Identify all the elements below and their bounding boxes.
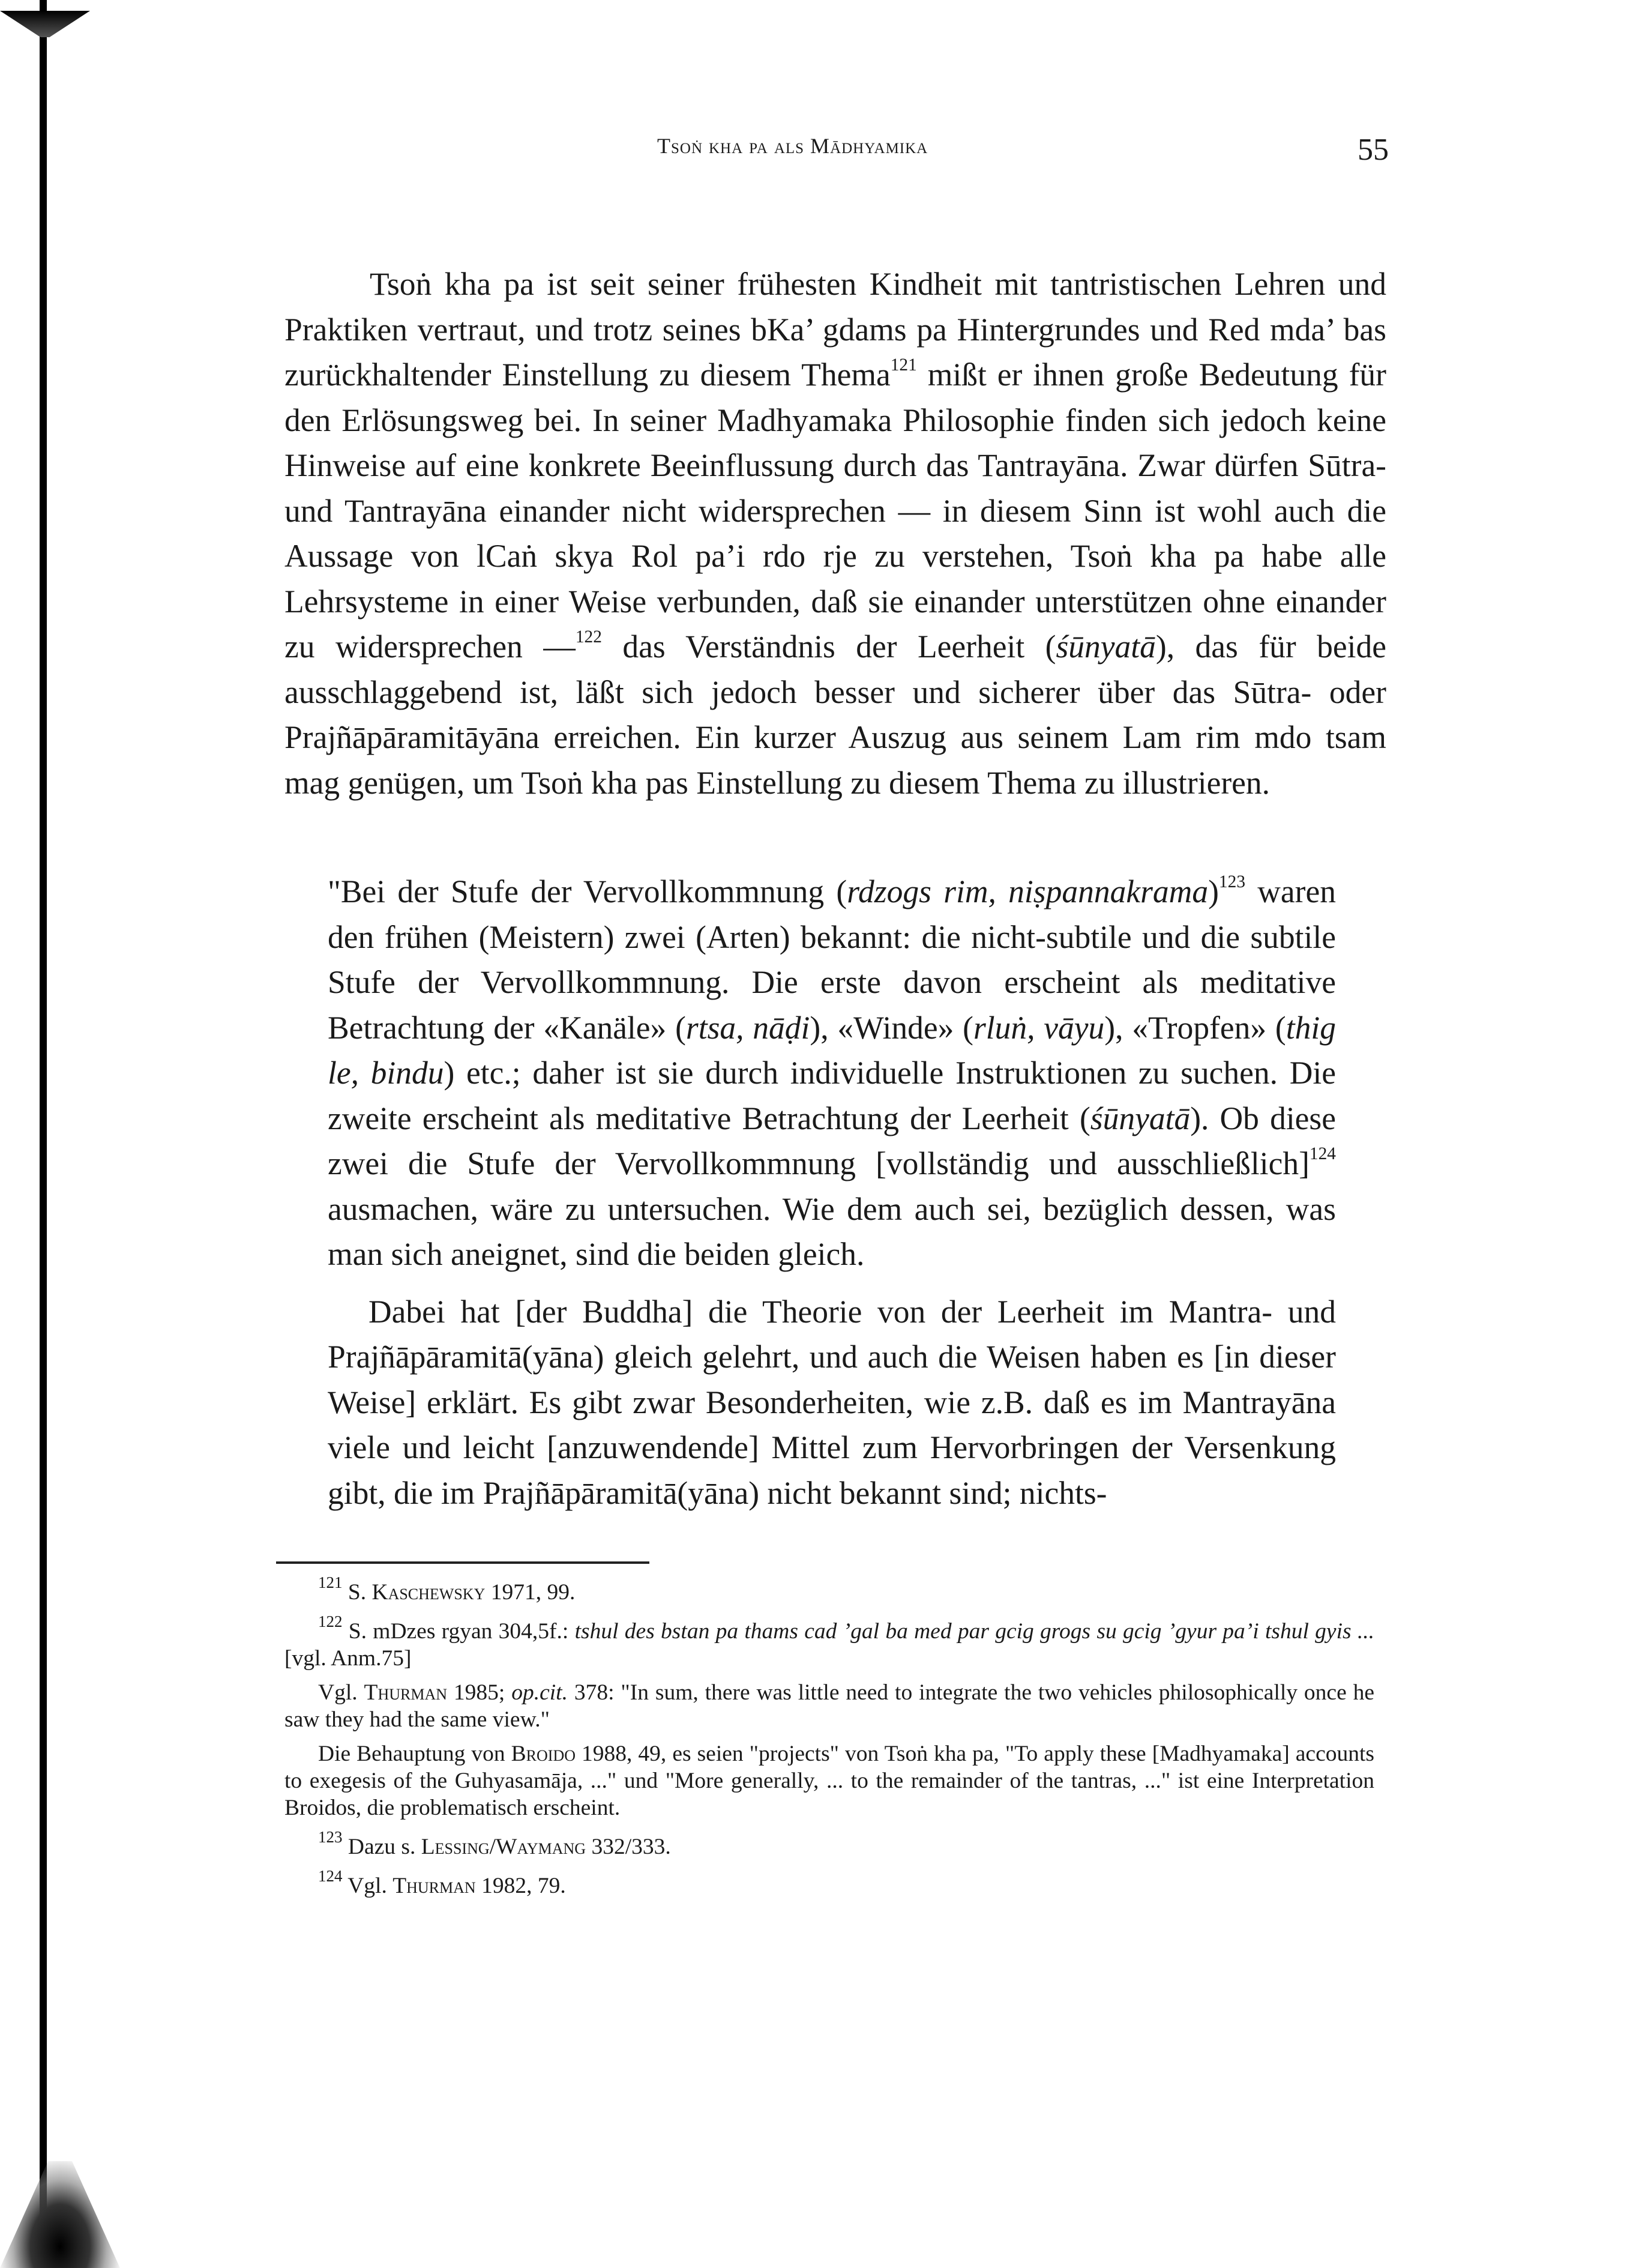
footnotes	[284, 1573, 1375, 1899]
spine-bottom-mark	[0, 2161, 120, 2268]
main-paragraph	[284, 262, 1386, 806]
footnote-123: $^{123}$ Dazu s. Lessing/Waymang 332/333.	[318, 1828, 671, 1859]
quote-paragraph-2: Dabei hat [der Buddha] die Theorie von der Leerheit im Mantra- und Prajñāpāramitā(yāna) gleich gelehrt, und auch die Weisen haben es [in dieser Weise] erklärt. Es gibt zwar Besonderheiten, wie z.B. daß es im Mantrayāna viele und leicht [anzuwendende] Mittel zum Hervorbringen der Versenkung gibt, die im Prajñāpāramitā(yāna) nicht bekannt sind; nichts-	[328, 1293, 1336, 1511]
book-spine-edge	[40, 0, 47, 2268]
page-number: 55	[1358, 133, 1389, 167]
footnote-121: $^{121}$ S. Kaschewsky 1971, 99.	[318, 1573, 576, 1605]
footnote-ref-124[interactable]: 124	[1309, 1144, 1336, 1163]
spine-top-mark	[0, 11, 90, 37]
paragraph-1: Tsoṅ kha pa ist seit seiner frühesten Kindheit mit tantristischen Lehren und Praktiken vertraut, und trotz seines bKa’ gdams pa Hintergrundes und Red mda’ bas zurückhaltender Einstellung zu diesem Thema$^{121}$ mißt er ihnen große Bedeutung für den Erlösungsweg bei. In seiner Madhyamaka Philosophie finden sich jedoch keine Hinweise auf eine konkrete Beeinflussung durch das Tantrayāna. Zwar dürfen Sūtra- und Tantrayāna einander nicht widersprechen — in diesem Sinn ist wohl auch die Aussage von lCaṅ skya Rol pa’i rdo rje zu verstehen, Tsoṅ kha pa habe alle Lehrsysteme in einer Weise verbunden, daß sie einander unterstützen ohne einander zu widersprechen —$^{122}$ das Verständnis der Leerheit (śūnyatā), das für beide ausschlaggebend ist, läßt sich jedoch besser und sicherer über das Sūtra- oder Prajñāpāramitāyāna erreichen. Ein kurzer Auszug aus seinem Lam rim mdo tsam mag genügen, um Tsoṅ kha pas Einstellung zu diesem Thema zu illustrieren.	[284, 266, 1387, 801]
quote-paragraph-1: "Bei der Stufe der Vervollkommnung (rdzogs rim, niṣpannakrama)$^{123}$ waren den frühen (Meistern) zwei (Arten) bekannt: die nicht-subtile und die subtile Stufe der Vervollkommnung. Die erste davon erscheint als meditative Betrachtung der «Kanäle» (rtsa, nāḍi), «Winde» (rluṅ, vāyu), «Tropfen» (thig le, bindu) etc.; daher ist sie durch individuelle Instruktionen zu suchen. Die zweite erscheint als meditative Betrachtung der Leerheit (śūnyatā). Ob diese zwei die Stufe der Vervollkommnung [vollständig und ausschließlich]$^{124}$ ausmachen, wäre zu untersuchen. Wie dem auch sei, bezüglich dessen, was man sich aneignet, sind die beiden gleich.	[328, 872, 1336, 1272]
footnote-122-continuation-1: Vgl. Thurman 1985; op.cit. 378: "In sum, there was little need to integrate the two vehicles philosophically once he saw they had the same view."	[284, 1680, 1375, 1732]
footnote-122-continuation-2: Die Behauptung von Broido 1988, 49, es seien "projects" von Tsoṅ kha pa, "To apply these [Madhyamaka] accounts to exegesis of the Guhyasamāja, ..." und "More generally, ... to the remainder of the tantras, ..." ist eine Interpretation Broidos, die problematisch erscheint.	[284, 1742, 1374, 1820]
footnote-ref-122[interactable]: 122	[575, 627, 602, 647]
footnote-ref-121[interactable]: 121	[890, 355, 917, 375]
footnote-separator	[276, 1561, 649, 1564]
running-header: Tsoṅ kha pa als Mādhyamika	[657, 134, 928, 158]
footnote-124: $^{124}$ Vgl. Thurman 1982, 79.	[318, 1867, 566, 1898]
block-quote	[328, 869, 1336, 1516]
footnote-ref-123[interactable]: 123	[1218, 872, 1246, 891]
footnote-122: $^{122}$ S. mDzes rgyan 304,5f.: tshul des bstan pa thams cad ’gal ba med par gcig grogs su gcig ’gyur pa’i tshul gyis ... [vgl. Anm.75]	[284, 1612, 1374, 1671]
